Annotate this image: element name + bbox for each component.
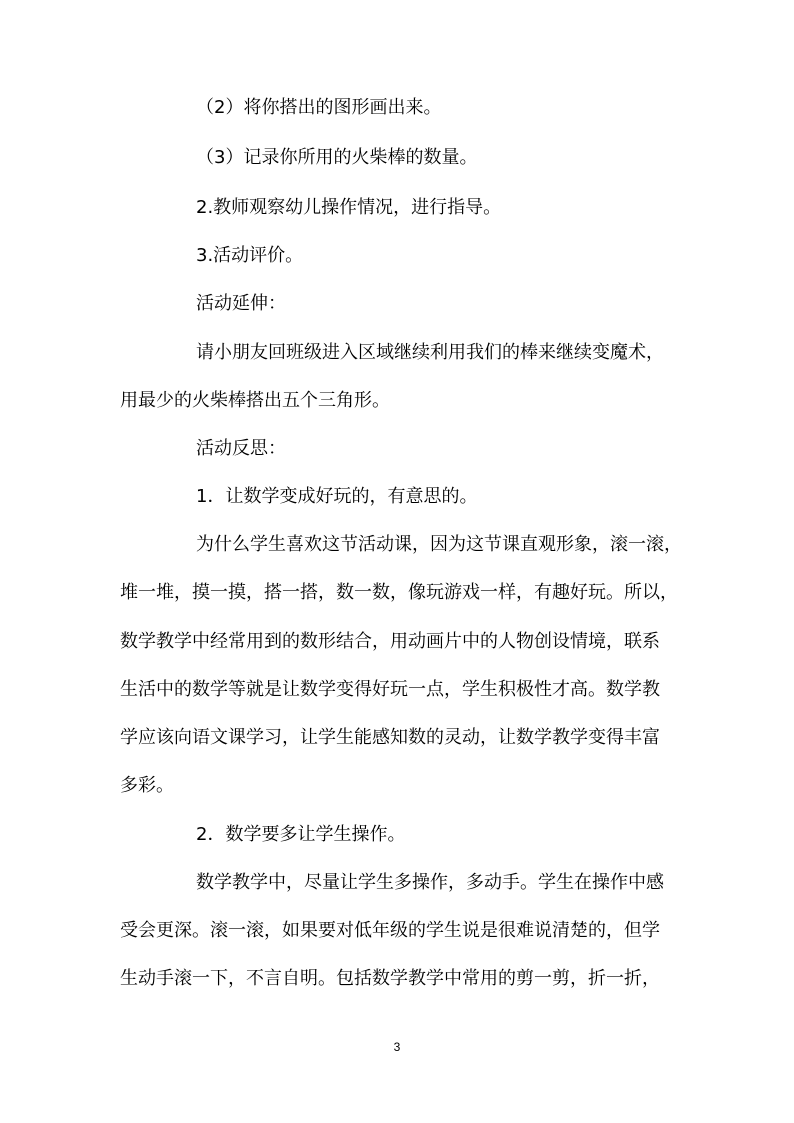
text-line: 活动反思： <box>196 438 286 459</box>
text-line: 2．数学要多让学生操作。 <box>196 824 406 845</box>
page-number: 3 <box>393 1040 401 1054</box>
text-line: 为什么学生喜欢这节活动课，因为这节课直观形象，滚一滚， <box>196 534 682 555</box>
text-line: 2.教师观察幼儿操作情况，进行指导。 <box>196 197 502 218</box>
text-line: 堆一堆，摸一摸，搭一搭，数一数，像玩游戏一样，有趣好玩。所以， <box>120 582 678 603</box>
text-line: 学应该向语文课学习，让学生能感知数的灵动，让数学教学变得丰富 <box>120 727 660 748</box>
text-line: 数学教学中经常用到的数形结合，用动画片中的人物创设情境，联系 <box>120 631 660 652</box>
text-line: 用最少的火柴棒搭出五个三角形。 <box>120 390 390 411</box>
text-line: 活动延伸： <box>196 293 286 314</box>
text-line: 3.活动评价。 <box>196 245 304 266</box>
text-line: （2）将你搭出的图形画出来。 <box>196 97 442 118</box>
text-line: 请小朋友回班级进入区域继续利用我们的棒来继续变魔术， <box>196 342 664 363</box>
text-line: 1．让数学变成好玩的，有意思的。 <box>196 486 478 507</box>
text-line: 受会更深。滚一滚，如果要对低年级的学生说是很难说清楚的，但学 <box>120 920 660 941</box>
text-line: 数学教学中，尽量让学生多操作，多动手。学生在操作中感 <box>196 872 664 893</box>
text-line: 多彩。 <box>120 775 174 796</box>
text-line: （3）记录你所用的火柴棒的数量。 <box>196 147 478 168</box>
text-line: 生活中的数学等就是让数学变得好玩一点，学生积极性才高。数学教 <box>120 679 660 700</box>
text-line: 生动手滚一下，不言自明。包括数学教学中常用的剪一剪，折一折， <box>120 968 660 989</box>
